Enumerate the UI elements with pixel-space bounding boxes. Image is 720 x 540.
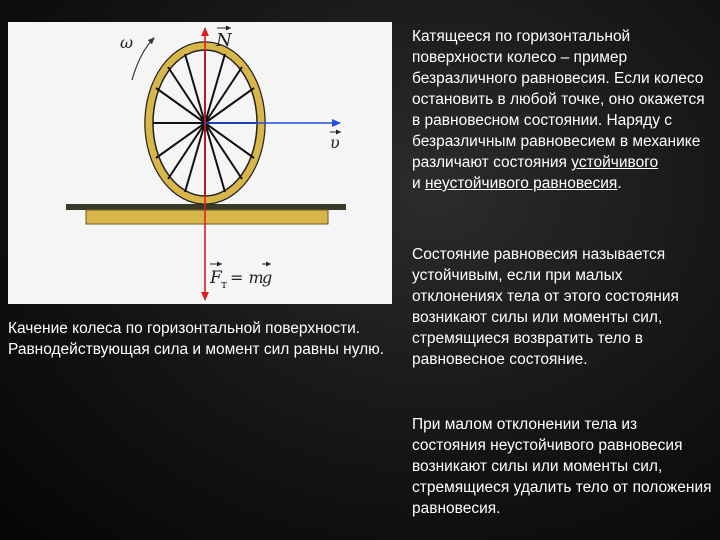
link-unstable-equilibrium[interactable]: неустойчивого равновесия (424, 175, 618, 192)
velocity-label: υ (330, 133, 340, 152)
gravity-eq-label: = m (230, 268, 264, 287)
paragraph-unstable-equilibrium: При малом отклонении тела из состояния неустойчивого равновесия возникают силы или моменты сил, стремящиеся удалить тело от положения равновесия. (412, 416, 712, 517)
gravity-sub-label: т (221, 278, 228, 291)
gravity-F-label: F (210, 268, 222, 288)
paragraph-indifferent-equilibrium (412, 26, 712, 194)
link-stable-equilibrium[interactable]: устойчивого (571, 154, 659, 171)
paragraph1-conj: и (412, 175, 421, 192)
wheel-diagram (8, 22, 392, 304)
gravity-g-label: g (262, 268, 273, 287)
figure-caption: Качение колеса по горизонтальной поверхности. Равнодействующая сила и момент сил равны нулю. (8, 320, 385, 358)
paragraph1-end: . (617, 175, 622, 192)
ground-top-line (66, 204, 346, 210)
omega-label: ω (120, 33, 134, 52)
rotation-arrow (132, 38, 154, 80)
normal-label: N (216, 30, 232, 51)
paragraph-stable-equilibrium: Состояние равновесия называется устойчивым, если при малых отклонениях тела от этого состояния возникают силы или моменты сил, стремящиеся возвратить тело в равновесное состояние. (412, 246, 679, 368)
wheel-diagram-svg (8, 22, 392, 304)
paragraph1-text: Катящееся по горизонтальной поверхности колесо – пример безразличного равновесия. Если колесо остановить в любой точке, оно окажется в равновесном состоянии. Наряду с безразличным равновесием в механике различают состояния (412, 28, 705, 171)
ground-platform (86, 210, 328, 224)
